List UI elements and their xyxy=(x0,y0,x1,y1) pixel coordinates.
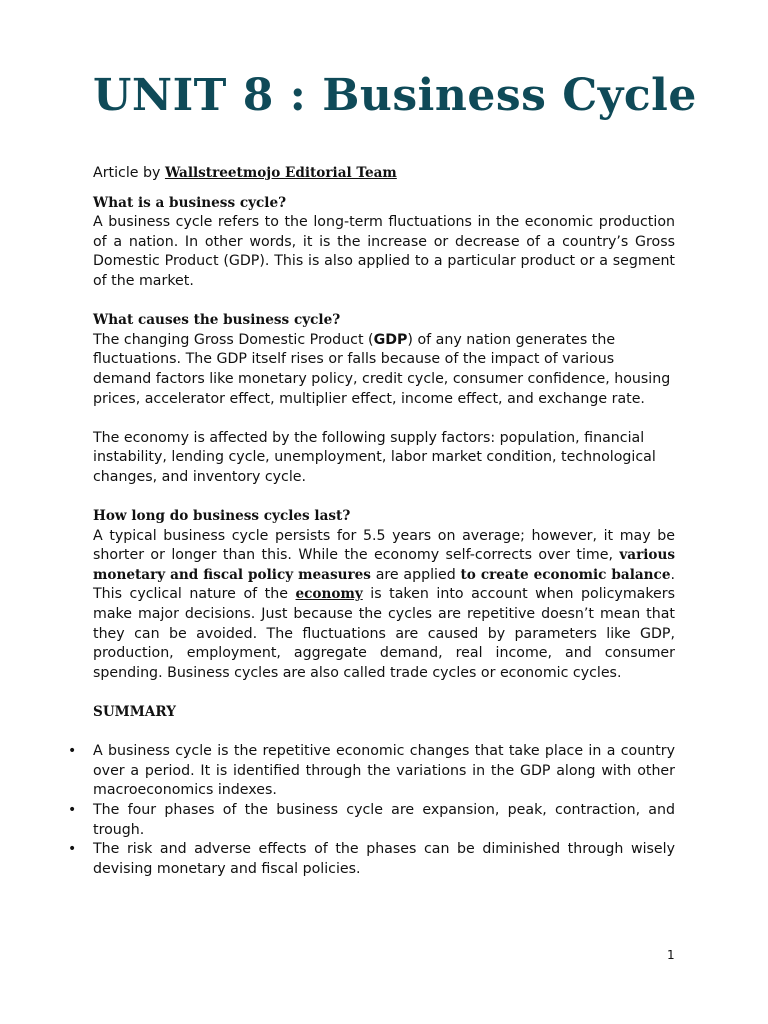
economy-link[interactable]: economy xyxy=(295,586,363,603)
causes-text-end: ) of any nation generates the fluctuations. The GDP itself rises or falls because of the impact of various demand factors like monetary policy, credit cycle, consumer confidence, housing prices, accelerator effect, multiplier effect, income effect, and exchange rate. xyxy=(93,331,671,407)
summary-list xyxy=(68,742,675,879)
byline xyxy=(93,164,675,184)
summary-item xyxy=(68,840,675,879)
duration-part-2: are applied xyxy=(370,566,461,583)
heading-what-is: What is a business cycle? xyxy=(93,194,287,211)
causes-text-start: The changing Gross Domestic Product ( xyxy=(93,331,374,348)
byline-prefix: Article by xyxy=(93,165,165,181)
summary-heading: SUMMARY xyxy=(93,704,176,721)
paragraph-duration xyxy=(93,527,675,684)
page-number: 1 xyxy=(667,948,675,962)
duration-part-1: A typical business cycle persists for 5.5 years on average; however, it may be shorter or longer than this. While the economy self-corrects over time, xyxy=(93,527,675,564)
paragraph-supply-factors: The economy is affected by the following supply factors: population, financial instability, lending cycle, unemployment, labor market condition, technological changes, and inventory cycle. xyxy=(93,429,656,485)
paragraph-what-is: A business cycle refers to the long-term fluctuations in the economic production of a nation. In other words, it is the increase or decrease of a country’s Gross Domestic Product (GDP). This is also applied to a particular product or a segment of the market. xyxy=(93,214,675,289)
duration-part-4: is taken into account when policymakers make major decisions. Just because the cycles are repetitive doesn’t mean that they can be avoided. The fluctuations are caused by parameters like GDP, production, employment, aggregate demand, real income, and consumer spending. Business cycles are also called trade cycles or economic cycles. xyxy=(93,586,675,681)
heading-duration: How long do business cycles last? xyxy=(93,508,351,525)
summary-item xyxy=(68,742,675,801)
bullet-icon: • xyxy=(68,743,77,760)
byline-author-link[interactable]: Wallstreetmojo Editorial Team xyxy=(164,165,397,181)
duration-part-3: . This cyclical nature of the xyxy=(93,566,675,603)
summary-item-text: The risk and adverse effects of the phases can be diminished through wisely devising monetary and fiscal policies. xyxy=(93,841,675,877)
causes-gdp-bold: GDP xyxy=(373,331,408,348)
paragraph-causes xyxy=(93,331,675,409)
bullet-icon: • xyxy=(68,802,77,818)
summary-item xyxy=(68,801,675,840)
article-body xyxy=(68,164,675,879)
duration-bold-policy: various monetary and fiscal policy measures xyxy=(93,547,675,583)
bullet-icon: • xyxy=(68,841,77,858)
summary-item-text: A business cycle is the repetitive economic changes that take place in a country over a period. It is identified through the variations in the GDP along with other macroeconomics indexes. xyxy=(93,743,675,799)
page-title: UNIT 8 : Business Cycle xyxy=(93,70,697,121)
duration-bold-balance: to create economic balance xyxy=(460,566,671,583)
heading-causes: What causes the business cycle? xyxy=(93,312,341,329)
summary-item-text: The four phases of the business cycle are expansion, peak, contraction, and trough. xyxy=(93,802,675,838)
